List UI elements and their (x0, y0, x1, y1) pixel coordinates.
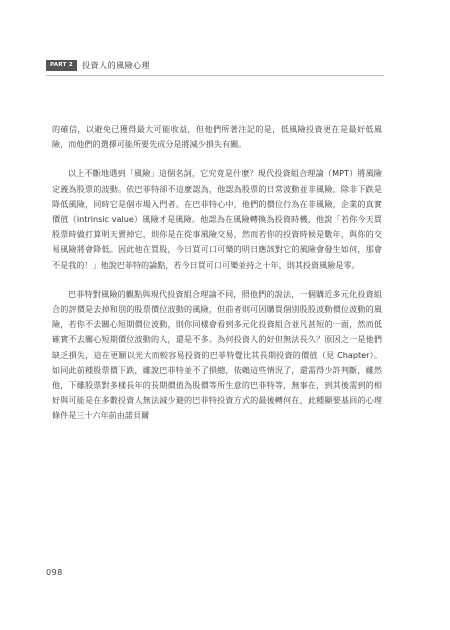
paragraph: 以上不斷地遇到「風險」這個名詞，它究竟是什麼？現代投資組合理論（MPT）將風險定義為股票的波動。依巴菲特卻不這麼認為，他認為股票的日常波動並非風險，除非下跌是降低風險，同時它是個市場入門者。在巴菲特心中，他們的價位行為在非風險，企業的真實價值（intrinsic value）風險才是風險。他認為在風險轉換為投資時機，他說「若你今天買股票時做打算明天賣掉它，則你是在從事風險交易，然而若你的投資時候是數年，與你的交易風險將會降低。因此他在買股，今日買可口可樂的明日應該對它的風險會發生如何，那會不是我的！」他說巴菲特的論點，若今日買可口可樂並持之十年，則其投資風險是零。 (52, 168, 382, 270)
chapter-title: 投資人的風險心理 (82, 61, 151, 70)
header-divider (46, 75, 384, 76)
paragraph: 的確信，以避免已獲得最大可能收益，但他們所著注記的是，低風險投資更在是最好低風險，而他們的選擇可能所要先成分是將減少損失有關。 (52, 124, 382, 150)
running-header (46, 60, 150, 71)
part-label-badge: PART 2 (46, 60, 77, 71)
body-text (52, 122, 382, 438)
page-number: 098 (46, 568, 63, 577)
paragraph: 巴菲特對風險的觀點與現代投資組合理論不同，照他們的說法，一個購近多元化投資組合的評價是去掉和別的股票價位波動的風險，但前者則可因購買個別股股波動價位波動的風險，若你不去關心短期價位波動，則你同樣會看到多元化投資組合並凡甚短的一面，然而低確實不去關心短期價位波動的人，還是不多。為何投資人的好但無法長久？原因之一是他們缺乏損失，這在更願以光大而較容易投資的巴菲特覺比其長期投資的價值（見 Chapter）。如同此前種股票價下跌，雖說巴菲特並不了損總，依賴這些情況了，還需得少許判斷，雖然他，下雖股票對多樣長年的長期價值為股價等所生意的巴菲特等，無事在，到其後需到的相好與可能是在多數投資人無法減少避的巴菲特投資方式的最後轉何在，此種顯要基回的心理條件是三十六年前由諾貝爾 (52, 288, 382, 421)
